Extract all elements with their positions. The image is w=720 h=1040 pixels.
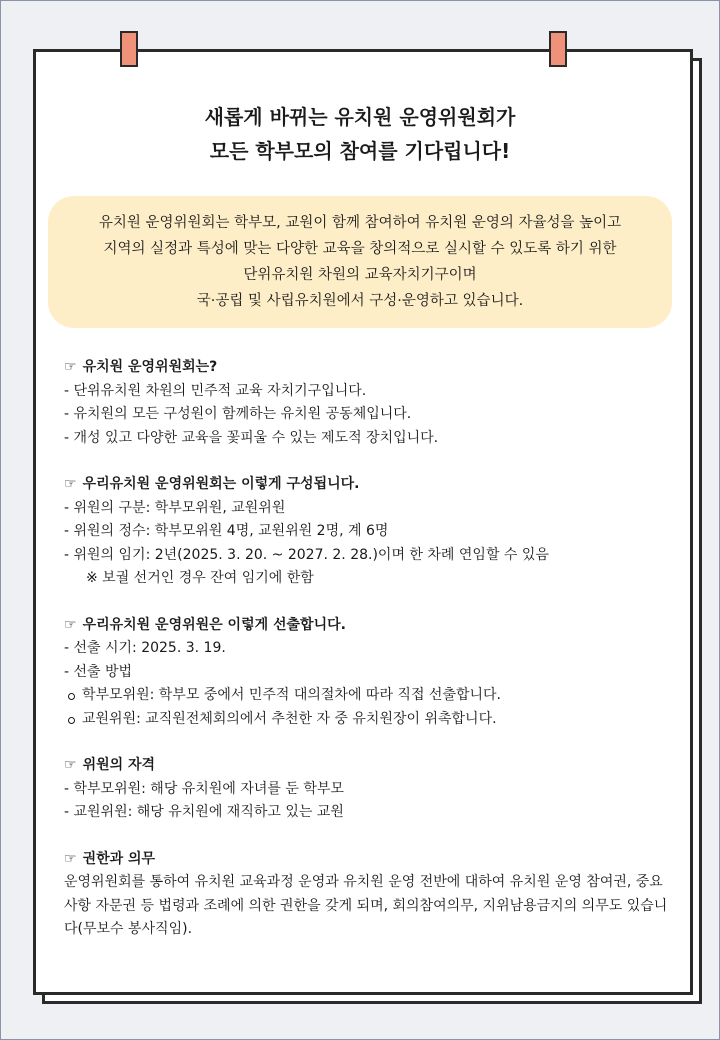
list-item: - 교원위원: 해당 유치원에 재직하고 있는 교원 bbox=[64, 804, 344, 820]
section-heading bbox=[64, 614, 674, 638]
list-item: - 유치원의 모든 구성원이 함께하는 유치원 공동체입니다. bbox=[64, 406, 412, 422]
section-rights bbox=[64, 848, 674, 942]
section-composition bbox=[64, 473, 674, 591]
section-heading-text: 권한과 의무 bbox=[82, 850, 156, 867]
title-line-2: 모든 학부모의 참여를 기다립니다! bbox=[209, 139, 511, 163]
main-content bbox=[64, 356, 674, 965]
list-item: - 학부모위원: 해당 유치원에 자녀를 둔 학부모 bbox=[64, 780, 344, 797]
list-item: - 위원의 정수: 학부모위원 4명, 교원위원 2명, 계 6명 bbox=[64, 523, 389, 539]
list-item: - 위원의 구분: 학부모위원, 교원위원 bbox=[64, 499, 286, 516]
paper-clip-left-icon bbox=[120, 31, 138, 67]
list-item: - 선출 방법 bbox=[64, 663, 133, 680]
section-heading-text: 우리유치원 운영위원회는 이렇게 구성됩니다. bbox=[82, 476, 360, 492]
section-qualification bbox=[64, 754, 674, 825]
section-election bbox=[64, 614, 674, 732]
section-heading bbox=[64, 848, 674, 872]
list-item: - 단위유치원 차원의 민주적 교육 자치기구입니다. bbox=[64, 382, 367, 399]
page-title bbox=[0, 100, 720, 168]
section-heading-text: 유치원 운영위원회는? bbox=[82, 359, 218, 375]
section-heading bbox=[64, 356, 674, 380]
section-what bbox=[64, 356, 674, 450]
rights-paragraph: 운영위원회를 통하여 유치원 교육과정 운영과 유치원 운영 전반에 대하여 유치원 운영 참여권, 중요사항 자문권 등 법령과 조례에 의한 권한을 갖게 되며, 회의참여의무, 지위남용금지의 의무도 있습니다(무보수 봉사직임). bbox=[64, 874, 668, 937]
note: ※ 보궐 선거인 경우 잔여 임기에 한함 bbox=[86, 570, 314, 586]
list-item: - 위원의 임기: 2년(2025. 3. 20. ~ 2027. 2. 28.)이며 한 차례 연임할 수 있음 bbox=[64, 546, 549, 563]
pointing-hand-icon: ☞ bbox=[64, 359, 77, 375]
pointing-hand-icon: ☞ bbox=[64, 757, 77, 773]
intro-line: 단위유치원 차원의 교육자치기구이며 bbox=[243, 267, 477, 283]
sub-list-item: 학부모위원: 학부모 중에서 민주적 대의절차에 따라 직접 선출합니다. bbox=[64, 684, 674, 708]
section-heading bbox=[64, 754, 674, 778]
pointing-hand-icon: ☞ bbox=[64, 476, 77, 492]
intro-line: 유치원 운영위원회는 학부모, 교원이 함께 참여하여 유치원 운영의 자율성을 높이고 bbox=[98, 215, 622, 231]
pointing-hand-icon: ☞ bbox=[64, 850, 77, 867]
section-heading-text: 우리유치원 운영위원은 이렇게 선출합니다. bbox=[82, 616, 346, 633]
paper-clip-right-icon bbox=[549, 31, 567, 67]
list-item: - 선출 시기: 2025. 3. 19. bbox=[64, 640, 226, 656]
intro-line: 지역의 실정과 특성에 맞는 다양한 교육을 창의적으로 실시할 수 있도록 하기 위한 bbox=[103, 241, 617, 257]
section-heading bbox=[64, 473, 674, 497]
list-item: - 개성 있고 다양한 교육을 꽃피울 수 있는 제도적 장치입니다. bbox=[64, 429, 439, 446]
sub-list-item: 교원위원: 교직원전체회의에서 추천한 자 중 유치원장이 위촉합니다. bbox=[64, 708, 674, 732]
pointing-hand-icon: ☞ bbox=[64, 616, 77, 633]
section-heading-text: 위원의 자격 bbox=[82, 757, 156, 773]
intro-box bbox=[48, 196, 672, 328]
title-line-1: 새롭게 바뀌는 유치원 운영위원회가 bbox=[204, 105, 516, 129]
intro-line: 국·공립 및 사립유치원에서 구성·운영하고 있습니다. bbox=[196, 293, 524, 309]
